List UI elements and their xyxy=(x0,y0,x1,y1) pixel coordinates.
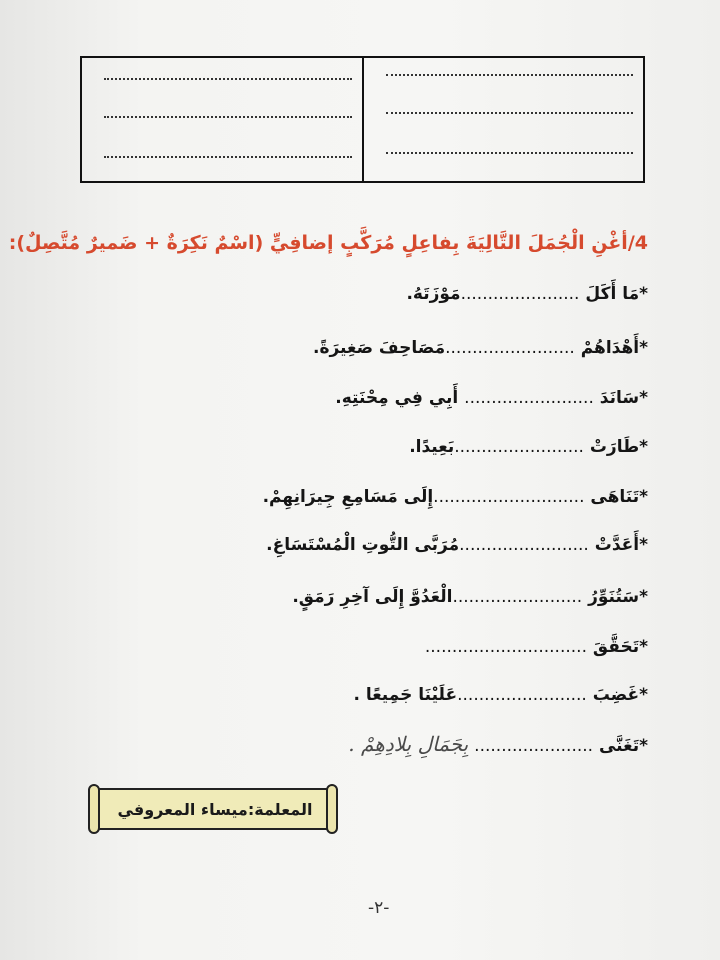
answer-line[interactable] xyxy=(104,78,352,80)
sentence-rest: أَبِي فِي مِحْنَتِهِ. xyxy=(335,388,459,408)
answer-column-left xyxy=(82,58,364,181)
teacher-name-scroll xyxy=(86,784,338,834)
answer-line[interactable] xyxy=(386,112,634,114)
sentence-rest: مَوْزَتَهُ. xyxy=(406,284,461,304)
sentence-item xyxy=(409,437,648,457)
sentence-item xyxy=(313,338,648,358)
sentence-item xyxy=(335,388,648,408)
sentence-verb: *طَارَتْ xyxy=(589,437,648,457)
sentence-rest: عَلَيْنَا جَمِيعًا . xyxy=(353,685,458,705)
answer-line[interactable] xyxy=(104,116,352,118)
sentence-rest: مُرَبَّى التُّوتِ الْمُسْتَسَاغِ. xyxy=(266,535,460,555)
sentence-verb: *سَانَدَ xyxy=(599,388,648,408)
sentence-item xyxy=(406,284,648,304)
sentence-rest: مَصَاحِفَ صَغِيرَةً. xyxy=(312,338,446,358)
answer-blank[interactable]: ........................ xyxy=(452,587,583,607)
answer-blank[interactable]: ...................... xyxy=(460,284,580,304)
answer-table xyxy=(80,56,645,183)
answer-column-right xyxy=(364,58,644,181)
sentence-verb: *تَنَاهَى xyxy=(590,487,648,507)
sentence-verb: *أَعَدَّتْ xyxy=(594,535,648,555)
answer-blank[interactable]: ........................ xyxy=(464,388,594,408)
sentence-item xyxy=(266,535,648,555)
answer-blank[interactable]: ........................ xyxy=(445,338,575,358)
page-number: -٢- xyxy=(368,898,390,918)
answer-line[interactable] xyxy=(104,156,352,158)
answer-blank[interactable]: ............................ xyxy=(433,487,585,507)
answer-blank[interactable]: ........................ xyxy=(459,535,589,555)
sentence-verb: *تَغَنَّى xyxy=(598,736,648,756)
sentence-verb: *سَتُنَوِّرُ xyxy=(588,587,648,607)
answer-blank[interactable]: .............................. xyxy=(424,637,587,657)
exercise-heading: 4/أغْنِ الْجُمَلَ التَّالِيَةَ بِفاعِلٍ مُرَكَّبٍ إضافِيٍّ (اسْمٌ نَكِرَةٌ + ضَميرٌ مُتَّصِلٌ): xyxy=(8,232,648,254)
sentence-item xyxy=(353,685,648,705)
answer-line[interactable] xyxy=(386,152,634,154)
sentence-verb: *تَحَقَّقَ xyxy=(592,637,648,657)
sentence-item xyxy=(425,637,648,657)
teacher-name: المعلمة:ميساء المعروفي xyxy=(117,799,313,819)
answer-blank[interactable]: ........................ xyxy=(454,437,584,457)
answer-line[interactable] xyxy=(386,74,634,76)
handwritten-answer: بِجَمَالِ بِلادِهِمْ . xyxy=(348,732,469,756)
sentence-item xyxy=(292,587,648,607)
sentence-rest: الْعَدُوَّ إِلَى آخِرِ رَمَقٍ. xyxy=(292,587,453,607)
answer-blank[interactable]: ...................... xyxy=(474,736,594,756)
sentence-rest: بَعِيدًا. xyxy=(409,437,455,457)
sentence-verb: *مَا أَكَلَ xyxy=(585,284,648,304)
answer-blank[interactable]: ........................ xyxy=(457,685,587,705)
sentence-verb: *غَضِبَ xyxy=(592,685,648,705)
sentence-item xyxy=(348,732,648,756)
sentence-rest: إِلَى مَسَامِعِ جِيرَانِهِمْ. xyxy=(262,487,434,507)
sentence-item xyxy=(263,487,648,507)
sentence-verb: *أَهْدَاهُمْ xyxy=(580,338,648,358)
